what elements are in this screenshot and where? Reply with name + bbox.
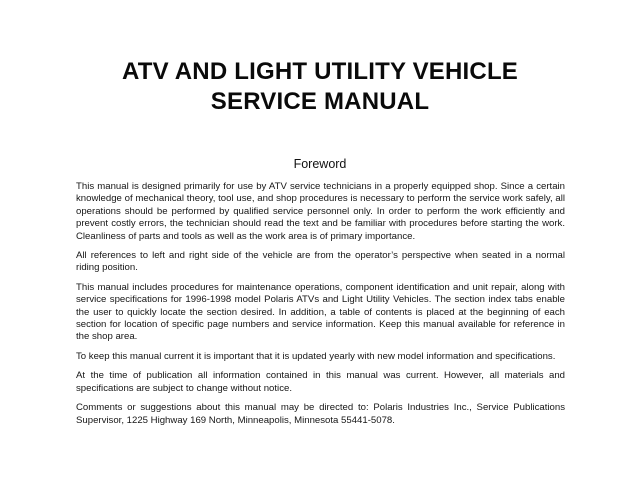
- document-title-line-2: SERVICE MANUAL: [210, 88, 430, 115]
- paragraph-publication-notice: At the time of publication all information contained in this manual was current. However, all materials and specifications are subject to change without notice.: [76, 370, 565, 394]
- document-title-line-1: ATV AND LIGHT UTILITY VEHICLE: [121, 58, 519, 85]
- paragraph-comments-contact: Comments or suggestions about this manual may be directed to: Polaris Industries Inc., Service Publications Supervisor, 1225 Highway 169 North, Minneapolis, Minnesota 55441-5078.: [76, 402, 565, 426]
- paragraph-left-right-reference: All references to left and right side of the vehicle are from the operator’s perspective when seated in a normal riding position.: [76, 250, 565, 274]
- foreword-heading: Foreword: [293, 157, 347, 171]
- foreword-body: [76, 181, 565, 434]
- paragraph-intended-audience: This manual is designed primarily for use by ATV service technicians in a properly equipped shop. Since a certain knowledge of mechanical theory, tool use, and shop procedures is necessary to perform the service work safely, all operations should be performed by qualified service personnel only. In order to perform the work efficiently and prevent costly errors, the technician should read the text and be familiar with procedures before starting the work. Cleanliness of parts and tools as well as the work area is of primary importance.: [76, 181, 565, 242]
- paragraph-manual-contents: This manual includes procedures for maintenance operations, component identification and unit repair, along with service specifications for 1996-1998 model Polaris ATVs and Light Utility Vehicles. The section index tabs enable the user to quickly locate the section desired. In addition, a table of contents is placed at the beginning of each section for location of specific page numbers and service information. Keep this manual available for reference in the shop area.: [76, 281, 565, 343]
- paragraph-keep-current: To keep this manual current it is important that it is updated yearly with new model information and specifications.: [76, 350, 556, 362]
